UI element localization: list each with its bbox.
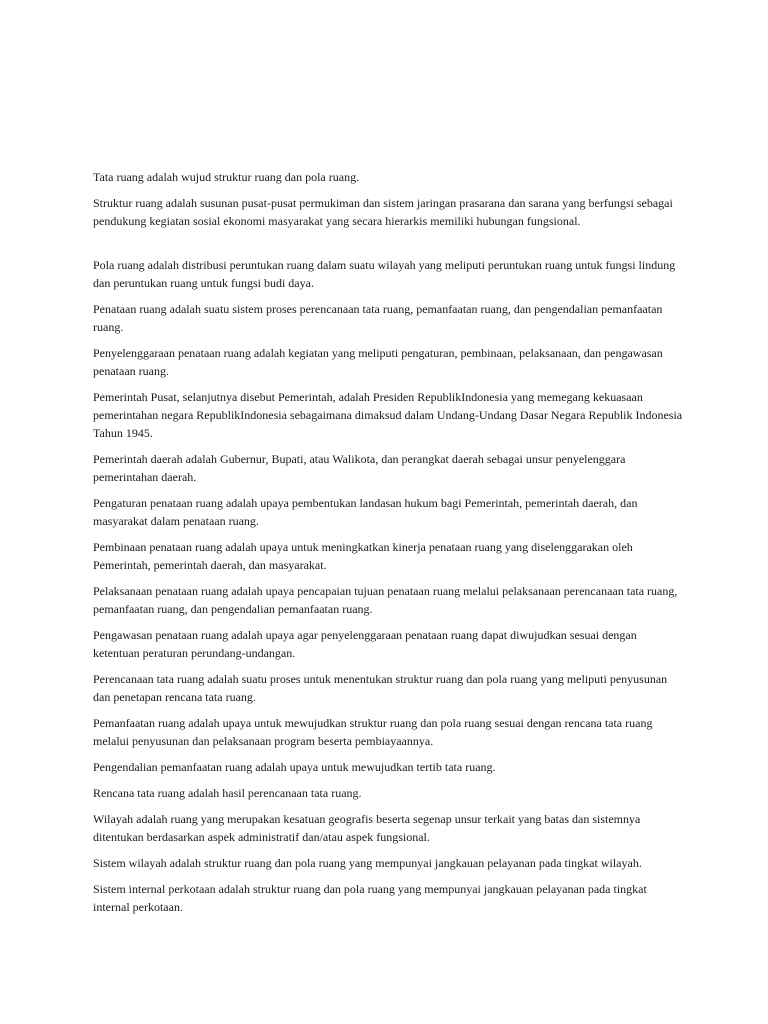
paragraph: Struktur ruang adalah susunan pusat-pusat permukiman dan sistem jaringan prasarana dan sarana yang berfungsi sebagai pendukung kegiatan sosial ekonomi masyarakat yang secara hierarkis memiliki hubungan fungsional. — [93, 196, 673, 228]
paragraph: Sistem internal perkotaan adalah struktur ruang dan pola ruang yang mempunyai jangkauan pelayanan pada tingkat internal perkotaan. — [93, 882, 647, 914]
paragraph: Sistem wilayah adalah struktur ruang dan pola ruang yang mempunyai jangkauan pelayanan pada tingkat wilayah. — [93, 856, 642, 870]
paragraph: Pemerintah daerah adalah Gubernur, Bupati, atau Walikota, dan perangkat daerah sebagai unsur penyelenggara pemerintahan daerah. — [93, 452, 626, 484]
paragraph: Penyelenggaraan penataan ruang adalah kegiatan yang meliputi pengaturan, pembinaan, pelaksanaan, dan pengawasan penataan ruang. — [93, 346, 663, 378]
paragraph: Penataan ruang adalah suatu sistem proses perencanaan tata ruang, pemanfaatan ruang, dan pengendalian pemanfaatan ruang. — [93, 302, 663, 334]
document-body — [93, 168, 683, 924]
paragraph: Pola ruang adalah distribusi peruntukan ruang dalam suatu wilayah yang meliputi peruntukan ruang untuk fungsi lindung dan peruntukan ruang untuk fungsi budi daya. — [93, 258, 676, 290]
paragraph: Pembinaan penataan ruang adalah upaya untuk meningkatkan kinerja penataan ruang yang diselenggarakan oleh Pemerintah, pemerintah daerah, dan masyarakat. — [93, 540, 633, 572]
paragraph: Perencanaan tata ruang adalah suatu proses untuk menentukan struktur ruang dan pola ruang yang meliputi penyusunan dan penetapan rencana tata ruang. — [93, 672, 668, 704]
paragraph: Pengawasan penataan ruang adalah upaya agar penyelenggaraan penataan ruang dapat diwujudkan sesuai dengan ketentuan peraturan perundang-undangan. — [93, 628, 637, 660]
paragraph: Rencana tata ruang adalah hasil perencanaan tata ruang. — [93, 786, 362, 800]
paragraph: Pengaturan penataan ruang adalah upaya pembentukan landasan hukum bagi Pemerintah, pemerintah daerah, dan masyarakat dalam penataan ruang. — [93, 496, 638, 528]
paragraph: Pengendalian pemanfaatan ruang adalah upaya untuk mewujudkan tertib tata ruang. — [93, 760, 496, 774]
paragraph: Pemerintah Pusat, selanjutnya disebut Pemerintah, adalah Presiden RepublikIndonesia yang memegang kekuasaan pemerintahan negara RepublikIndonesia sebagaimana dimaksud dalam Undang-Undang Dasar Negara Republik Indonesia Tahun 1945. — [93, 390, 683, 440]
paragraph: Pemanfaatan ruang adalah upaya untuk mewujudkan struktur ruang dan pola ruang sesuai dengan rencana tata ruang melalui penyusunan dan pelaksanaan program beserta pembiayaannya. — [93, 716, 653, 748]
paragraph: Pelaksanaan penataan ruang adalah upaya pencapaian tujuan penataan ruang melalui pelaksanaan perencanaan tata ruang, pemanfaatan ruang, dan pengendalian pemanfaatan ruang. — [93, 584, 678, 616]
paragraph: Wilayah adalah ruang yang merupakan kesatuan geografis beserta segenap unsur terkait yang batas dan sistemnya ditentukan berdasarkan aspek administratif dan/atau aspek fungsional. — [93, 812, 641, 844]
paragraph: Tata ruang adalah wujud struktur ruang dan pola ruang. — [93, 170, 360, 184]
